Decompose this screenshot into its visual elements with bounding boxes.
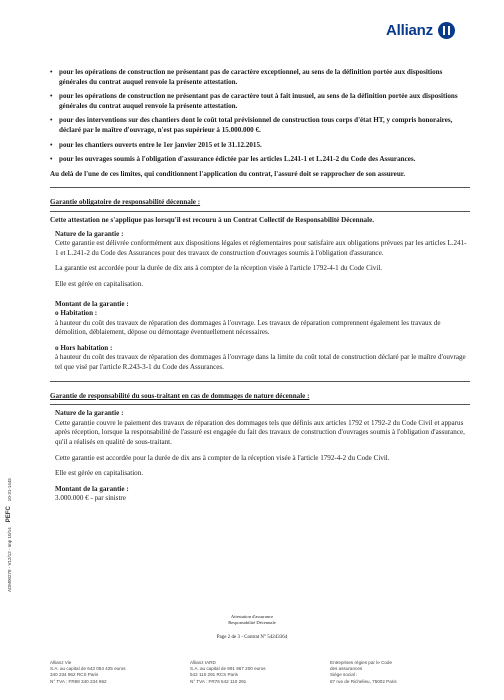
page-number: Page 2 de 3 - Contrat N° 54243364 <box>216 635 288 640</box>
section-title-decennale: Garantie obligatoire de responsabilité décennale : <box>50 198 201 207</box>
footer-column-iard: Allianz IARD S.A. au capital de 991 967 200 euros 542 110 291 RCS Paris N° TVA : FR76 542 110 291 <box>190 660 266 684</box>
habitation-text: à hauteur du coût des travaux de réparation des dommages à l'ouvrage. Les travaux de réparation comprennent également les travaux de démolition, déblaiement, dépose ou démontage éventuellement nécessaires. <box>55 318 441 337</box>
capitalisation-text: Elle est gérée en capitalisation. <box>55 279 144 288</box>
condition-item: • pour les ouvrages soumis à l'obligation d'assurance édictée par les articles L.241-1 et L.241-2 du Code des Assurances. <box>50 155 416 164</box>
bullet-icon: • <box>50 116 53 125</box>
hors-habitation-text: à hauteur du coût des travaux de réparation des dommages à l'ouvrage dans la limite du coût total de construction déclaré par le maître d'ouvrage tel que visé par l'article R.243-3-1 du Code des Assurances. <box>55 353 466 372</box>
amount-label: Montant de la garantie : <box>55 484 129 493</box>
bullet-icon: • <box>50 140 53 149</box>
capitalisation-text: Elle est gérée en capitalisation. <box>55 469 144 478</box>
brand-name: Allianz <box>386 22 433 39</box>
limits-notice: Au delà de l'une de ces limites, qui conditionnent l'application du contrat, l'assuré doit se rapprocher de son assureur. <box>50 169 406 178</box>
bullet-icon: • <box>50 92 53 101</box>
condition-item: • pour les opérations de construction ne présentant pas de caractère exceptionnel, au sens de la définition portée aux dispositions générales du contrat auquel renvoie la présente attestation. <box>50 68 443 86</box>
ccrd-notice: Cette attestation ne s'applique pas lorsqu'il est recouru à un Contrat Collectif de Responsabilité Décennale. <box>50 215 375 224</box>
habitation-label: o Habitation : <box>55 309 98 318</box>
hors-habitation-label: o Hors habitation : <box>55 343 113 352</box>
document-body <box>50 68 470 510</box>
footer-title-block <box>0 614 504 626</box>
footer-doc-title: Attestation d'assurance <box>230 614 274 619</box>
footer-column-siege: Entreprises régies par le Code des assurances Siège social : 87 rue de Richelieu, 75002 Paris <box>330 660 397 684</box>
section-title-sous-traitant: Garantie de responsabilité du sous-traitant en cas de dommages de nature décennale : <box>50 391 310 400</box>
divider <box>50 404 470 405</box>
footer-column-vie: Allianz Vie S.A. au capital de 643 054 425 euros 340 234 962 RCS Paris N° TVA : FR88 340 234 962 <box>50 660 126 684</box>
amount-label: Montant de la garantie : <box>55 299 129 308</box>
nature-label: Nature de la garantie : <box>55 409 124 418</box>
divider <box>50 381 470 382</box>
condition-item: • pour les chantiers ouverts entre le 1er janvier 2015 et le 31.12.2015. <box>50 140 262 149</box>
duration-text: Cette garantie est accordée pour la durée de dix ans à compter de la réception visée à l'article 1792-4-2 du Code Civil. <box>55 453 390 462</box>
bullet-icon: • <box>50 68 53 76</box>
form-reference: ADM00278 - V12/12 - Imp 10/14 PEFC 10-31-1445 <box>6 478 12 592</box>
nature-text: Cette garantie est délivrée conformément aux dispositions légales et réglementaires pour satisfaire aux obligations prévues par les articles L.241-1 et L.241-2 du Code des Assurances pour des travaux de construction d'ouvrages soumis à l'obligation d'assurance. <box>55 239 467 257</box>
pefc-logo: PEFC <box>6 506 12 523</box>
amount-value: 3.000.000 € - par sinistre <box>55 494 126 503</box>
duration-text: La garantie est accordée pour la durée de dix ans à compter de la réception visée à l'article 1792-4-1 du Code Civil. <box>55 264 383 273</box>
divider <box>50 211 470 212</box>
nature-label: Nature de la garantie : <box>55 229 124 238</box>
footer-doc-subtitle: Responsabilité Décennale <box>228 620 276 625</box>
condition-item: • pour les opérations de construction ne présentant pas de caractère tout à fait inusuel, au sens de la définition portée aux dispositions générales du contrat auquel renvoie la présente attestation. <box>50 92 458 110</box>
pefc-cert: 10-31-1445 <box>6 478 12 502</box>
bullet-icon: • <box>50 155 53 164</box>
divider <box>50 187 470 188</box>
condition-item: • pour des interventions sur des chantiers dont le coût total prévisionnel de construction tous corps d'état HT, y compris honoraires, déclaré par le maître d'ouvrage, n'est pas supérieur à 15.000.000 €. <box>50 116 453 134</box>
nature-text: Cette garantie couvre le paiement des travaux de réparation des dommages tels que définis aux articles 1792 et 1792-2 du Code Civil et apparus après réception, lorsque la responsabilité de l'assuré est engagée du fait des travaux de construction d'ouvrages soumis à l'obligation d'assurance, qu'il a réalisés en qualité de sous-traitant. <box>55 418 465 447</box>
allianz-emblem-icon <box>438 22 455 39</box>
allianz-logo <box>386 22 455 39</box>
legal-footer <box>50 660 470 685</box>
